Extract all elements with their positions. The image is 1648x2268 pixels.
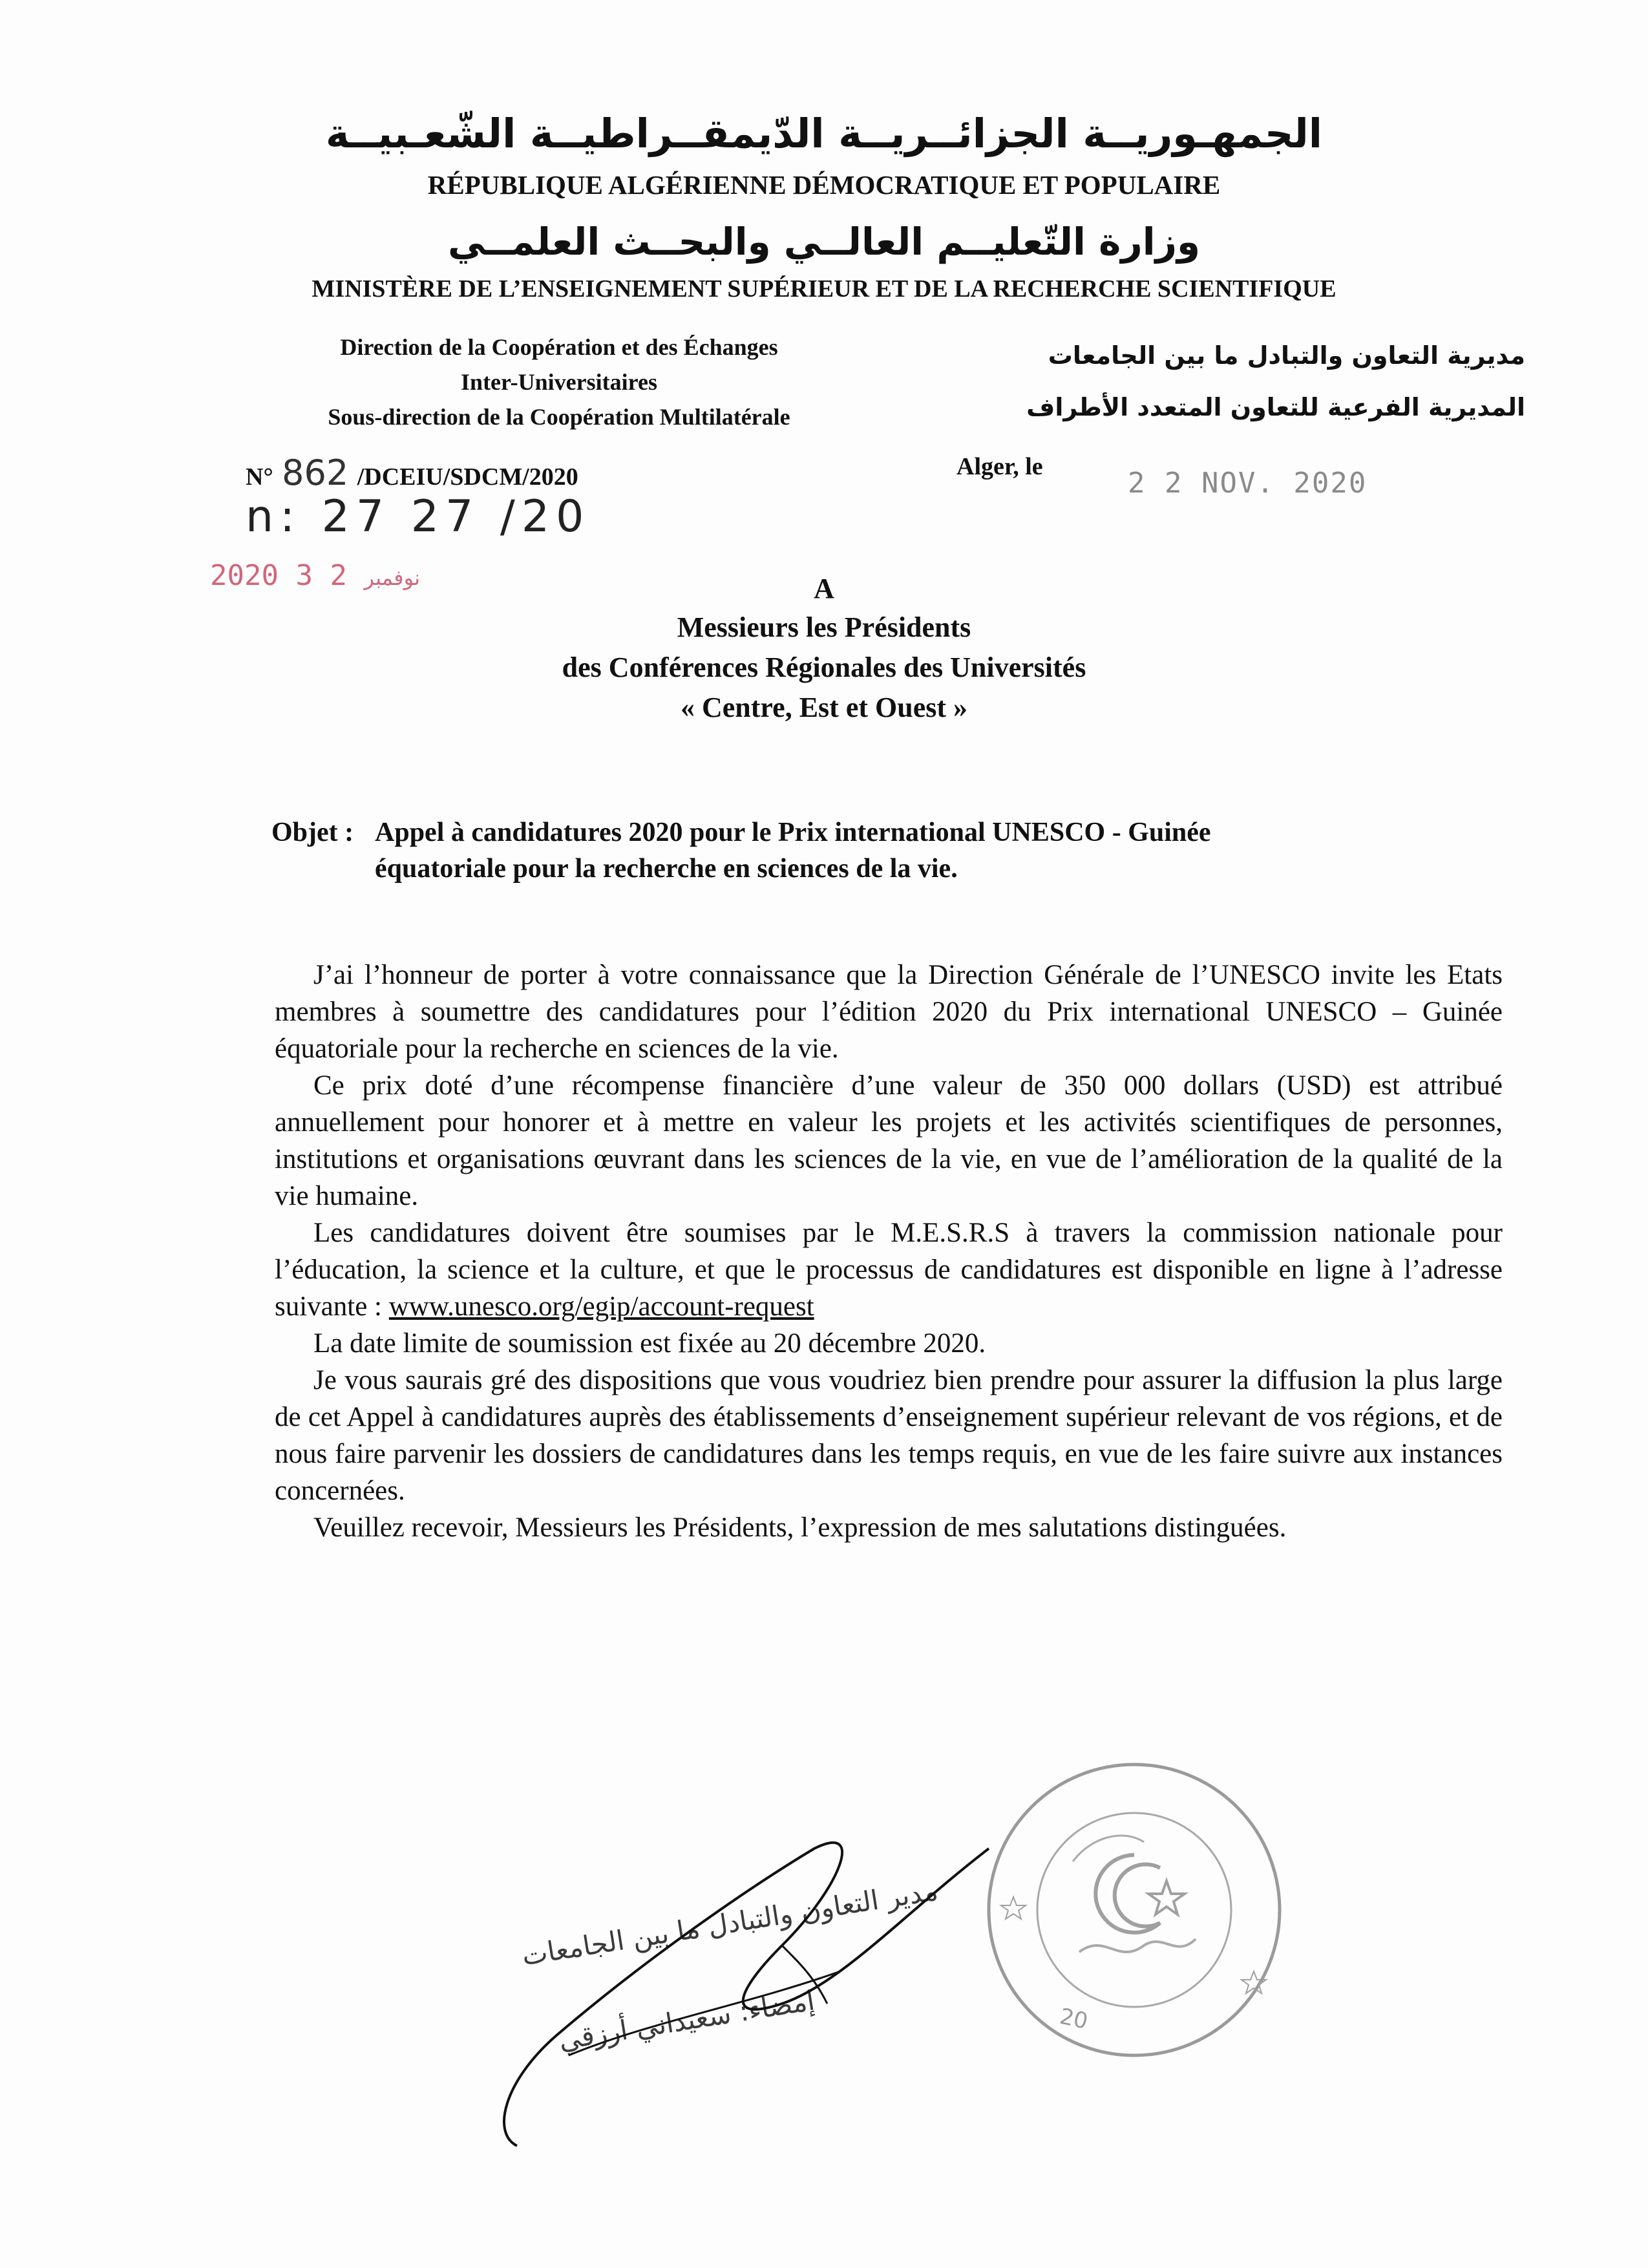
body-paragraph: Ce prix doté d’une récompense financière d’une valeur de 350 000 dollars (USD) est attribué annuellement pour honorer et à mettre en valeur les projets et les activités scientifiques de personnes, institutions et organisations œuvrant dans les sciences de la vie, en vue de l’amélioration de la qualité de la vie humaine. (275, 1070, 1503, 1211)
reference-code: /DCEIU/SDCM/2020 (357, 463, 578, 491)
body-paragraph: Je vous saurais gré des dispositions que vous voudriez bien prendre pour assurer la diffusion la plus large de cet Appel à candidatures auprès des établissements d’enseignement supérieur relevant de vos régions, et de nous faire parvenir les dossiers de candidatures dans les temps requis, en vue de les faire suivre aux instances concernées. (275, 1365, 1503, 1506)
body-paragraph (275, 1214, 1503, 1325)
letter-body (275, 957, 1503, 1546)
subject-block (271, 814, 1499, 887)
subdirection-line-arabic: المديرية الفرعية للتعاون المتعدد الأطراف (1026, 393, 1525, 421)
addressee-line: des Conférences Régionales des Universités (562, 652, 1086, 683)
reference-line (246, 452, 578, 493)
arabic-ministry-title: وزارة التّعليــم العالــي والبحــث العلمــي (447, 220, 1201, 264)
body-paragraph: La date limite de soumission est fixée au 20 décembre 2020. (313, 1328, 986, 1359)
registration-number-handwritten: n: 27 27 /20 (246, 491, 591, 542)
place-date-label: Alger, le (956, 453, 1043, 480)
direction-line: Direction de la Coopération et des Échanges (340, 334, 778, 360)
french-ministry-title: MINISTÈRE DE L’ENSEIGNEMENT SUPÉRIEUR ET DE LA RECHERCHE SCIENTIFIQUE (312, 275, 1336, 302)
signatory-name: إمضاء: سعيداني أرزقي (556, 1984, 817, 2057)
handwritten-signature-icon (478, 1810, 995, 2159)
date-stamp: 2 2 NOV. 2020 (1128, 467, 1368, 500)
reference-number-handwritten: 862 (282, 452, 349, 493)
seal-number: 20 (1057, 2003, 1090, 2035)
application-link[interactable]: www.unesco.org/egip/account-request (388, 1291, 814, 1322)
subject-label: Objet : (271, 818, 354, 847)
addressee-line: Messieurs les Présidents (677, 611, 971, 643)
direction-line-arabic: مديرية التعاون والتبادل ما بين الجامعات (1048, 341, 1525, 370)
addressee-prep: A (814, 573, 834, 604)
signature-block (478, 1810, 995, 2159)
received-stamp-day: 2 3 (295, 559, 347, 592)
arabic-republic-title: الجمهـوريــة الجزائــريــة الدّيمقــراطيــة الشّعـبيــة (325, 110, 1323, 157)
body-paragraph: Veuillez recevoir, Messieurs les Présidents, l’expression de mes salutations distinguées. (313, 1512, 1287, 1543)
direction-line: Inter-Universitaires (461, 369, 657, 395)
french-republic-title: RÉPUBLIQUE ALGÉRIENNE DÉMOCRATIQUE ET POPULAIRE (427, 170, 1221, 200)
direction-french-block (233, 330, 885, 434)
direction-arabic-block (969, 330, 1525, 433)
reference-prefix: N° (246, 463, 273, 491)
received-stamp-month: نوفمبر (364, 566, 421, 590)
subject-line: Appel à candidatures 2020 pour le Prix international UNESCO - Guinée (375, 818, 1211, 847)
body-paragraph: J’ai l’honneur de porter à votre connaissance que la Direction Générale de l’UNESCO invite les Etats membres à soumettre des candidatures pour l’édition 2020 du Prix international UNESCO – Guinée équatoriale pour la recherche en sciences de la vie. (275, 960, 1503, 1064)
body-paragraph-text: Les candidatures doivent être soumises par le M.E.S.R.S à travers la commission nationale pour l’éducation, la science et la culture, et que le processus de candidatures est disponible en ligne à l’adresse suivante : (275, 1218, 1503, 1322)
received-stamp-year: 2020 (210, 559, 279, 592)
subject-line: équatoriale pour la recherche en sciences de la vie. (375, 854, 958, 884)
official-seal-icon (982, 1758, 1286, 2062)
subdirection-line: Sous-direction de la Coopération Multilatérale (328, 404, 790, 430)
addressee-line: « Centre, Est et Ouest » (681, 692, 967, 723)
signatory-title: مدير التعاون والتبادل ما بين الجامعات (520, 1874, 940, 1972)
